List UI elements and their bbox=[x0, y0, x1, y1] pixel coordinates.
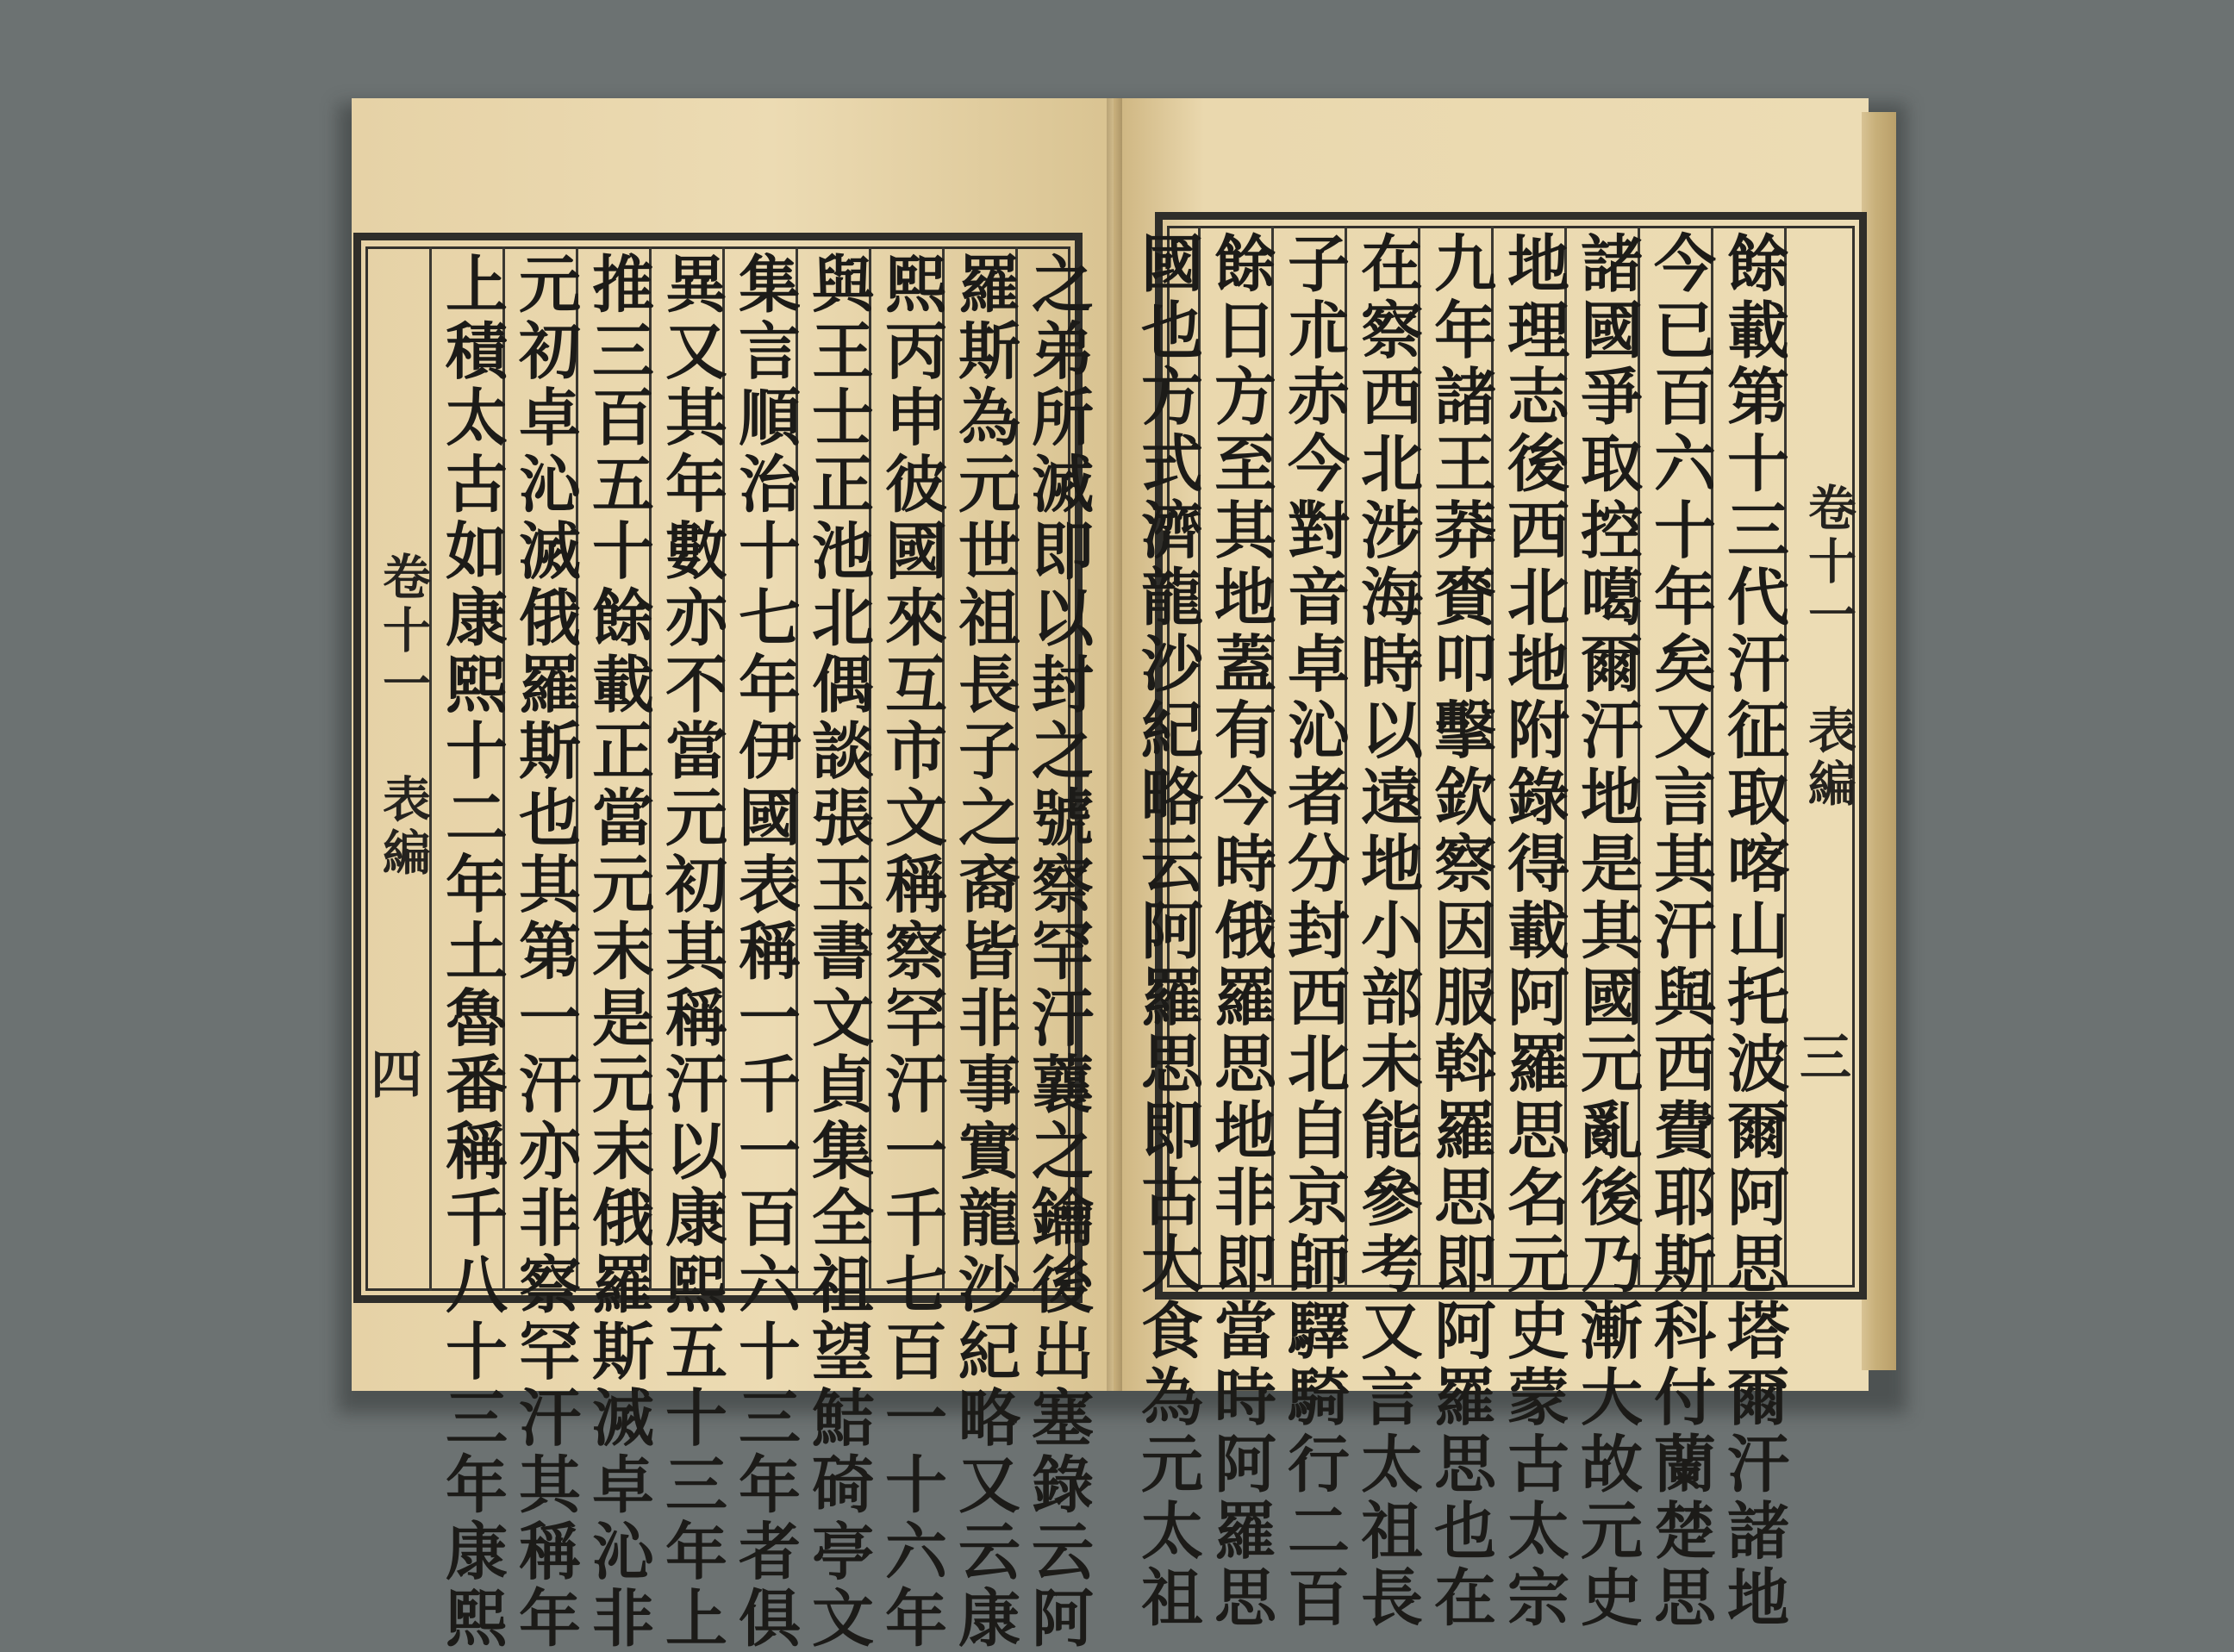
text-column: 國也方式濟龍沙紀略云阿羅思即古大食為元太祖 bbox=[1131, 231, 1204, 1632]
right-page-number: 三 bbox=[1800, 1028, 1851, 1088]
page-edges bbox=[1862, 112, 1896, 1370]
left-margin-label: 卷十一 表編 bbox=[375, 552, 432, 881]
text-column: 子朮赤今對音卓沁者分封西北自京師驛騎行二百 bbox=[1277, 231, 1351, 1632]
text-column: 與王士正池北偶談張玉書文貞集全祖望鮚碕亭文 bbox=[802, 252, 875, 1652]
text-column: 諸國爭取控噶爾汗地是其國元亂後乃漸大故元史 bbox=[1570, 231, 1644, 1632]
text-column: 推三百五十餘載正當元末是元末俄羅斯滅卓沁非 bbox=[582, 252, 655, 1652]
book-gutter bbox=[1107, 98, 1122, 1391]
text-column: 在察西北涉海時以遠地小部未能參考又言太祖長 bbox=[1351, 231, 1424, 1632]
text-column: 之弟所滅即以封之號察罕汗蘘之鑰後出塞錄云阿 bbox=[1021, 252, 1095, 1652]
right-margin-label: 卷十一 表編 bbox=[1800, 483, 1857, 812]
text-column: 餘載第十三代汗征取喀山托波爾阿思塔爾汗諸地 bbox=[1717, 231, 1790, 1632]
text-column: 地理志後西北地附錄得載阿羅思名元史蒙古太宗 bbox=[1497, 231, 1570, 1632]
left-page-number: 四 bbox=[371, 1045, 422, 1106]
text-column: 異又其年數亦不當元初其稱汗以康熙五十三年上 bbox=[655, 252, 728, 1652]
text-column: 集言順治十七年伊國表稱一千一百六十三年者俱 bbox=[728, 252, 802, 1652]
text-column: 九年諸王莽賚叩擊欽察因服斡羅思即阿羅思也在 bbox=[1424, 231, 1497, 1632]
text-column: 今已百六十年矣又言其汗與西費耶斯科付蘭楚思 bbox=[1644, 231, 1717, 1632]
text-column: 熙丙申彼國來互市文稱察罕汗一千七百一十六年 bbox=[875, 252, 948, 1652]
text-column: 餘日方至其地蓋有今時俄羅思地非即當時阿羅思 bbox=[1204, 231, 1277, 1632]
text-column: 羅斯為元世祖長子之裔皆非事實龍沙紀略又云康 bbox=[948, 252, 1021, 1652]
text-column: 元初卓沁滅俄羅斯也其第一汗亦非察罕汗其稱年 bbox=[509, 252, 582, 1652]
text-column: 上積太古如康熙十二年土魯番稱千八十三年康熙 bbox=[435, 252, 509, 1652]
